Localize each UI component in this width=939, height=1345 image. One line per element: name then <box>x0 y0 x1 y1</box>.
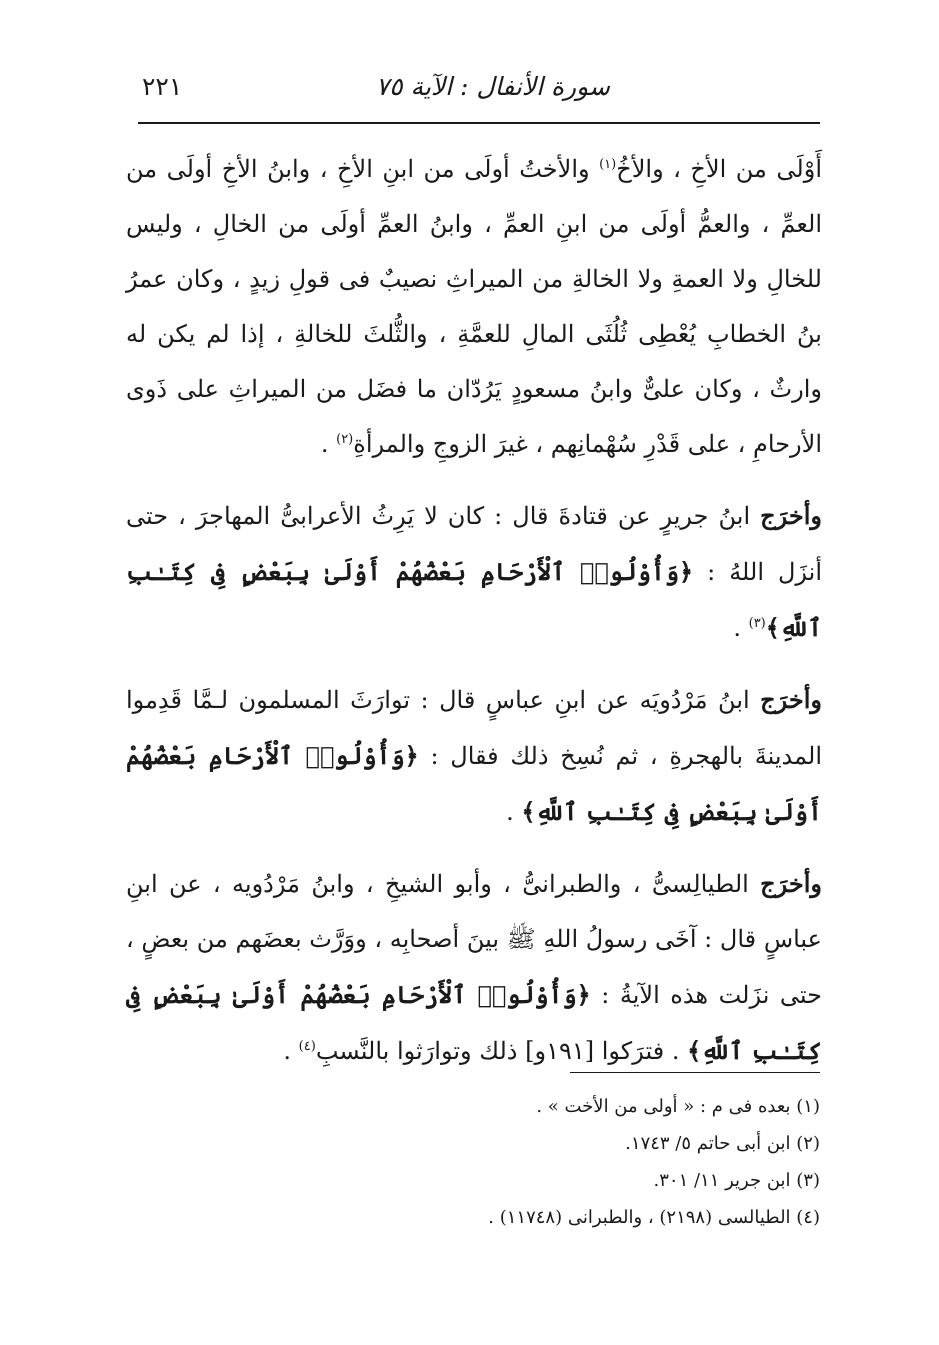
footnote-ref: (٣) <box>748 616 766 631</box>
text-segment: والأختُ أولَى من ابنِ الأخِ ، وابنُ الأخِ أولَى من العمِّ ، والعمُّ أولَى من ابنِ العمِّ ، وابنُ العمِّ أولَى من الخالِ ، وليس للخالِ ولا العمةِ ولا الخالةِ من الميراثِ نصيبٌ فى قولِ زيدٍ ، وكان عمرُ بنُ الخطابِ يُعْطِى ثُلُثَى المالِ للعمَّةِ ، والثُّلثَ للخالةِ ، إذا لم يكن له وارثٌ ، وكان علىٌّ وابنُ مسعودٍ يَرُدّان ما فضَل من الميراثِ على ذَوى الأرحامِ ، على قَدْرِ سُهْمانِهم ، غيرَ الزوجِ والمرأةِ <box>126 155 822 458</box>
body-text <box>126 142 822 1095</box>
footnotes <box>180 1088 820 1236</box>
footnote: (١) بعده فى م : « أولى من الأخت » . <box>536 1096 820 1117</box>
lead-word: وأخرَج <box>760 685 822 714</box>
footnote-ref: (١) <box>599 157 617 172</box>
quran-verse: ﴿وَأُوْلُوا۟ ٱلْأَرْحَامِ بَعْضُهُمْ أَوْلَىٰ بِبَعْضٍ فِى كِتَـٰبِ ٱللَّهِ﴾ <box>126 741 822 826</box>
text-segment: . <box>320 430 337 458</box>
footnote: (٣) ابن جرير ١١/ ٣٠١. <box>653 1170 820 1191</box>
header-rule <box>138 122 820 124</box>
quran-verse: ﴿وَأُوْلُوا۟ ٱلْأَرْحَامِ بَعْضُهُمْ أَوْلَىٰ بِبَعْضٍ فِى كِتَـٰبِ ٱللَّهِ﴾ <box>126 980 822 1065</box>
footnote: (٢) ابن أبى حاتم ٥/ ١٧٤٣. <box>625 1133 820 1154</box>
paragraph <box>126 856 822 1079</box>
text-segment: . فترَكوا [١٩١و] ذلك وتوارَثوا بالنَّسبِ <box>315 1037 688 1065</box>
paragraph <box>126 672 822 840</box>
footnote-rule <box>570 1072 820 1073</box>
text-segment: ابنُ مَرْدُويَه عن ابنِ عباسٍ قال : توارَثَ المسلمون لـمَّا قَدِموا المدينةَ بالهجرةِ ، ثم نُسِخ ذلك فقال : <box>126 686 823 770</box>
paragraph <box>126 142 822 472</box>
text-segment: أَوْلَى من الأخِ ، والأخُ <box>616 155 822 183</box>
footnote-ref: (٢) <box>336 432 354 447</box>
page-number: ٢٢١ <box>142 72 183 101</box>
text-segment: الطيالِسىُّ ، والطبرانىُّ ، وأبو الشيخِ ، وابنُ مَرْدُويه ، عن ابنِ عباسٍ قال : آخَى رسولُ اللهِ ﷺ بينَ أصحابِه ، ووَرَّث بعضَهم من بعضٍ ، حتى نزَلت هذه الآيةُ : <box>126 870 822 1009</box>
lead-word: وأخرَج <box>760 501 822 530</box>
quran-verse: ﴿وَأُوْلُوا۟ ٱلْأَرْحَامِ بَعْضُهُمْ أَوْلَىٰ بِبَعْضٍ فِى كِتَـٰبِ ٱللَّهِ﴾ <box>126 557 822 642</box>
lead-word: وأخرَج <box>760 869 822 898</box>
text-segment: . <box>733 614 749 642</box>
footnote: (٤) الطيالسى (٢١٩٨) ، والطبرانى (١١٧٤٨) . <box>488 1207 820 1228</box>
footnote-ref: (٤) <box>298 1039 316 1054</box>
text-segment: . <box>283 1037 299 1065</box>
running-title: سورة الأنفال : الآية ٧٥ <box>375 72 610 101</box>
page-header <box>138 66 820 122</box>
paragraph <box>126 488 822 656</box>
text-segment: . <box>506 798 522 826</box>
text-segment: ابنُ جريرٍ عن قتادةَ قال : كان لا يَرِثُ الأعرابىُّ المهاجرَ ، حتى أنزَل اللهُ : <box>126 502 823 586</box>
